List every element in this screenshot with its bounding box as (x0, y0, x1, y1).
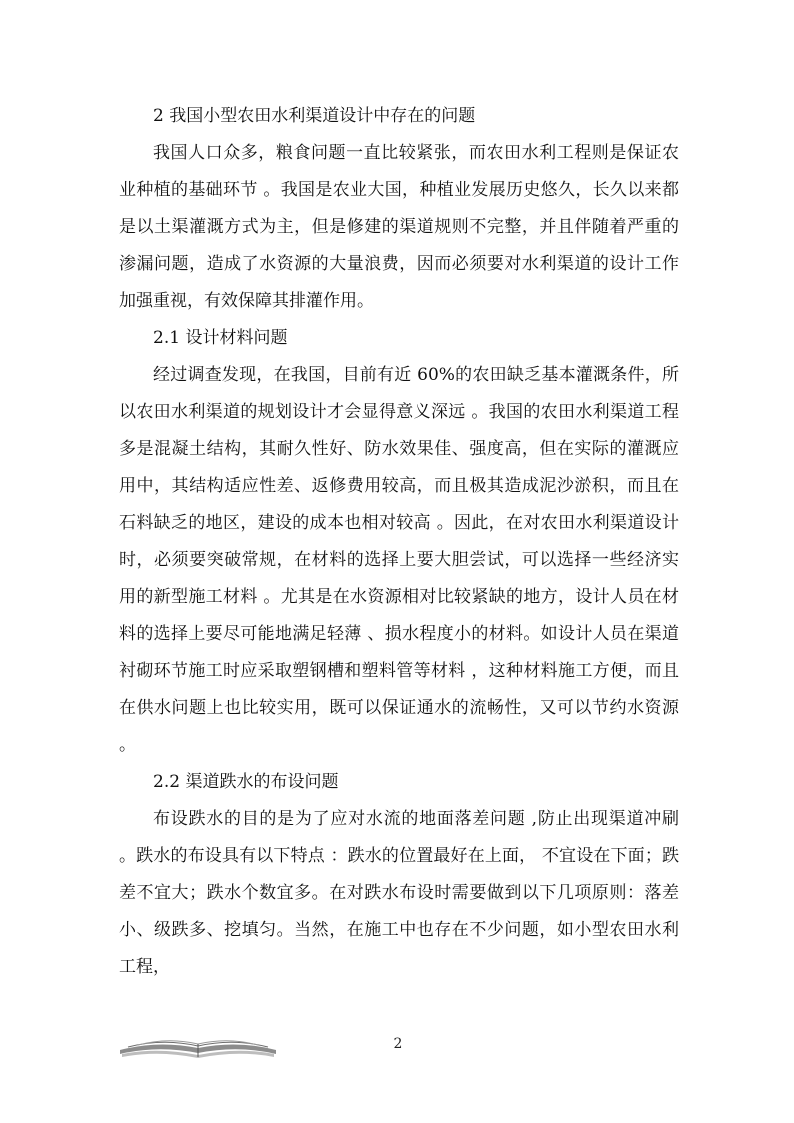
body-paragraph: 经过调查发现，在我国，目前有近 60%的农田缺乏基本灌溉条件，所以农田水利渠道的规划设计才会显得意义深远 。我国的农田水利渠道工程多是混凝土结构，其耐久性好、防水效果佳、强度高，但在实际的灌溉应用中，其结构适应性差、返修费用较高，而且极其造成泥沙淤积，而且在石料缺乏的地区，建设的成本也相对较高 。因此，在对农田水利渠道设计时，必须要突破常规，在材料的选择上要大胆尝试，可以选择一些经济实用的新型施工材料 。尤其是在水资源相对比较紧缺的地方，设计人员在材料的选择上要尽可能地满足轻薄 、损水程度小的材料。如设计人员在渠道衬砌环节施工时应采取塑钢槽和塑料管等材料 ，这种材料施工方便，而且在供水问题上也比较实用，既可以保证通水的流畅性，又可以节约水资源 。 (119, 365, 679, 755)
open-book-icon (118, 1032, 278, 1064)
document-body (119, 98, 679, 986)
section-heading: 2.1 设计材料问题 (153, 328, 288, 348)
body-paragraph: 我国人口众多，粮食问题一直比较紧张，而农田水利工程则是保证农业种植的基础环节 。我国是农业大国，种植业发展历史悠久，长久以来都是以土渠灌溉方式为主，但是修建的渠道规则不完整，并且伴随着严重的渗漏问题，造成了水资源的大量浪费，因而必须要对水利渠道的设计工作加强重视，有效保障其排灌作用。 (119, 143, 679, 311)
page-number: 2 (393, 1036, 403, 1052)
section-heading: 2.2 渠道跌水的布设问题 (153, 772, 339, 792)
body-paragraph: 布设跌水的目的是为了应对水流的地面落差问题 ,防止出现渠道冲刷 。跌水的布设具有以下特点 ：跌水的位置最好在上面， 不宜设在下面；跌差不宜大；跌水个数宜多。在对跌水布设时需要做到以下几项原则：落差小、级跌多、挖填匀。当然，在施工中也存在不少问题，如小型农田水利工程， (119, 809, 679, 977)
section-heading: 2 我国小型农田水利渠道设计中存在的问题 (153, 106, 476, 126)
